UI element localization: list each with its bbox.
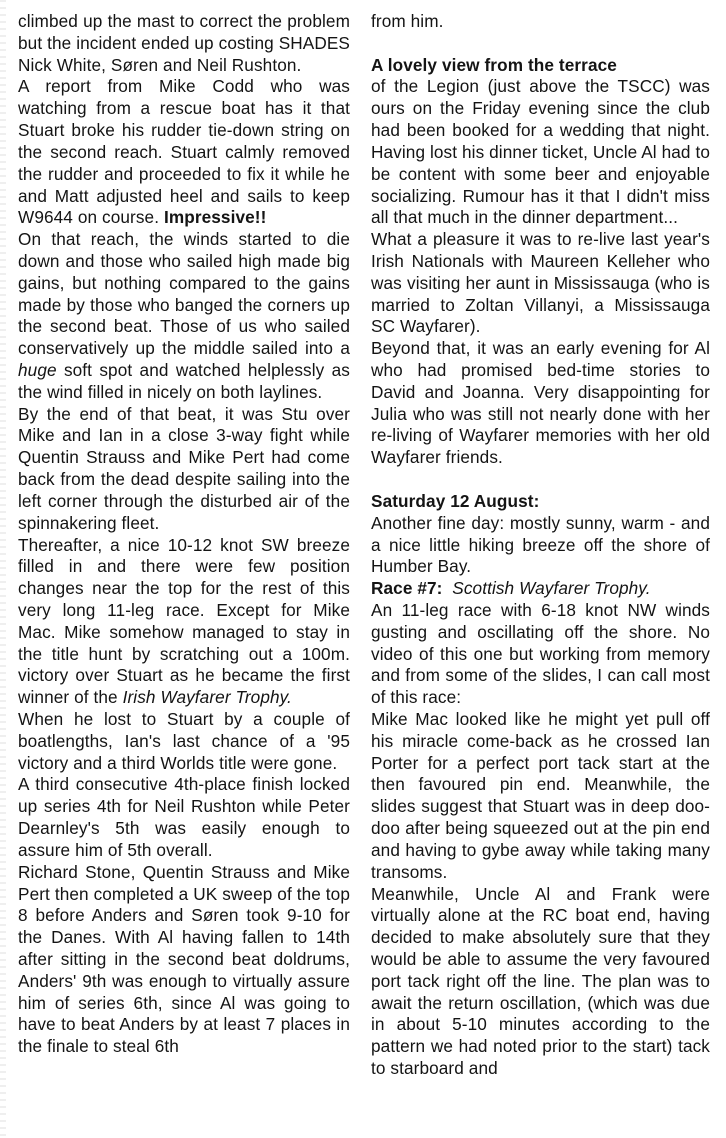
race-label: Race #7: <box>371 578 443 599</box>
section-heading: A lovely view from the terrace <box>371 54 617 75</box>
paragraph-text: soft spot and watched helplessly as the wind filled in nicely on both laylines. <box>18 360 350 402</box>
paragraph <box>18 76 350 229</box>
paragraph-text: Thereafter, a nice 10-12 knot SW breeze filled in and there were few position changes near the top for the rest of this very long 11-leg race. Except for Mike Mac. Mike somehow managed to stay in the title hunt by scratching out a 100m. victory over Stuart as he became the first winner of the <box>18 534 350 708</box>
paragraph: Richard Stone, Quentin Strauss and Mike Pert then completed a UK sweep of the top 8 before Anders and Søren took 9-10 for the Danes. With Al having fallen to 14th after sitting in the second beat doldrums, Anders' 9th was enough to virtually assure him of series 6th, since Al was going to have to beat Anders by at least 7 places in the finale to steal 6th <box>18 861 350 1057</box>
paragraph: When he lost to Stuart by a couple of boatlengths, Ian's last chance of a '95 victory and a third Worlds title were gone. <box>18 709 350 773</box>
emphasis-bold: Impressive!! <box>163 207 267 228</box>
race-title: Scottish Wayfarer Trophy. <box>452 578 651 599</box>
paragraph-text: A report from Mike Codd who was watching from a rescue boat has it that Stuart broke his rudder tie-down string on the second reach. Stuart calmly removed the rudder and proceeded to fix it while he and Matt adjusted heel and sails to keep W9644 on course. <box>18 76 350 228</box>
paragraph-text: On that reach, the winds started to die down and those who sailed high made big gains, but nothing compared to the gains made by those who banged the corners up the second beat. Those of us who sailed conservatively up the middle sailed into a <box>18 229 350 359</box>
left-column <box>18 11 350 1058</box>
paragraph <box>18 229 350 404</box>
paragraph: Beyond that, it was an early evening for Al who had promised bed-time stories to David and Joanna. Very disappointing for Julia who was still not nearly done with her re-living of Wayfarer memories with her old Wayfarer friends. <box>371 338 710 468</box>
race-title-line <box>371 578 710 600</box>
spacer <box>371 469 710 491</box>
section-heading: Saturday 12 August: <box>371 490 540 511</box>
paragraph: By the end of that beat, it was Stu over Mike and Ian in a close 3-way fight while Quentin Strauss and Mike Pert had come back from the dead despite sailing into the left corner through the disturbed air of the spinnakering fleet. <box>18 403 350 533</box>
emphasis-italic: huge <box>18 360 57 380</box>
paragraph: climbed up the mast to correct the problem but the incident ended up costing SHADES Nick White, Søren and Neil Rushton. <box>18 11 350 75</box>
paragraph <box>18 535 350 710</box>
scan-edge-shadow <box>0 0 6 1138</box>
paragraph: of the Legion (just above the TSCC) was ours on the Friday evening since the club had been booked for a wedding that night. Having lost his dinner ticket, Uncle Al had to be content with some beer and enjoyable socializing. Rumour has it that I didn't miss all that much in the dinner department... <box>371 76 710 228</box>
trophy-name: Irish Wayfarer Trophy. <box>122 687 292 708</box>
paragraph: from him. <box>371 11 444 31</box>
paragraph: Meanwhile, Uncle Al and Frank were virtually alone at the RC boat end, having decided to make absolutely sure that they would be able to assume the very favoured port tack right off the line. The plan was to await the return oscillation, (which was due in about 5-10 minutes according to the pattern we had noted prior to the start) tack to starboard and <box>371 883 710 1078</box>
right-column <box>371 11 710 1080</box>
paragraph: An 11-leg race with 6-18 knot NW winds gusting and oscillating off the shore. No video of this one but working from memory and from some of the slides, I can call most of this race: <box>371 599 710 708</box>
spacer <box>371 33 710 55</box>
paragraph: Another fine day: mostly sunny, warm - and a nice little hiking breeze off the shore of Humber Bay. <box>371 512 710 577</box>
paragraph: A third consecutive 4th-place finish locked up series 4th for Neil Rushton while Peter Dearnley's 5th was easily enough to assure him of 5th overall. <box>18 774 350 860</box>
paragraph: What a pleasure it was to re-live last year's Irish Nationals with Maureen Kelleher who was visiting her aunt in Mississauga (who is married to Zoltan Villanyi, a Mississauga SC Wayfarer). <box>371 229 710 337</box>
paragraph: Mike Mac looked like he might yet pull off his miracle come-back as he crossed Ian Porter for a perfect port tack start at the then favoured pin end. Meanwhile, the slides suggest that Stuart was in deep doo-doo after being squeezed out at the pin end and having to gybe away while taking many transoms. <box>371 709 710 882</box>
